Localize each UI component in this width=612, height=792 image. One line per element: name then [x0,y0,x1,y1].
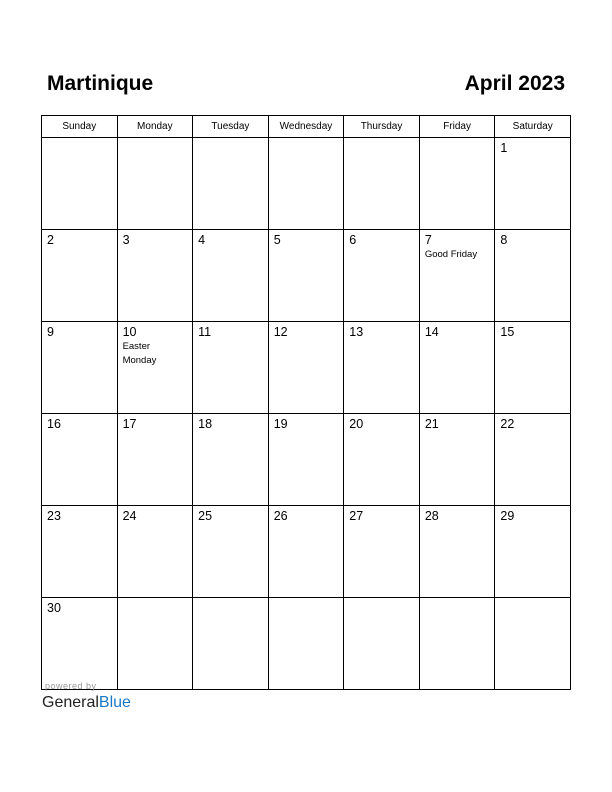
week-row-5 [42,506,571,598]
weekday-header-friday: Friday [419,116,495,138]
day-cell [419,230,495,322]
day-cell [419,598,495,690]
day-cell [42,322,118,414]
week-row-1 [42,138,571,230]
day-cell [193,322,269,414]
day-cell [344,506,420,598]
brand-general-text: General [42,694,99,711]
holiday-label: Good Friday [424,249,478,260]
day-cell [117,598,193,690]
day-cell [42,230,118,322]
day-cell [344,230,420,322]
day-number: 3 [122,233,130,247]
week-row-2 [42,230,571,322]
week-row-4 [42,414,571,506]
day-cell [495,598,571,690]
day-number: 18 [198,417,213,431]
day-number: 14 [424,325,439,339]
week-row-3 [42,322,571,414]
weekday-header-tuesday: Tuesday [193,116,269,138]
day-cell [495,414,571,506]
day-cell [268,230,344,322]
day-number: 7 [424,233,432,247]
day-cell [193,230,269,322]
day-number: 6 [349,233,357,247]
week-row-6 [42,598,571,690]
day-number: 26 [273,509,288,523]
day-cell [193,138,269,230]
day-number: 24 [122,509,137,523]
weekday-header-wednesday: Wednesday [268,116,344,138]
day-cell [419,322,495,414]
region-title: Martinique [47,72,154,95]
weekday-header-sunday: Sunday [42,116,118,138]
day-number: 8 [500,233,508,247]
day-number: 17 [122,417,137,431]
day-cell [193,598,269,690]
day-number: 20 [349,417,364,431]
powered-by-text: powered by [45,681,97,691]
day-number: 12 [273,325,288,339]
day-cell [495,506,571,598]
day-number: 23 [47,509,61,523]
weekday-header-monday: Monday [117,116,193,138]
day-number: 29 [500,509,515,523]
generalblue-footer-logo[interactable] [42,681,182,715]
day-cell [495,322,571,414]
day-cell [268,506,344,598]
day-cell [268,414,344,506]
day-cell [42,138,118,230]
day-number: 30 [47,601,61,615]
day-number: 27 [349,509,364,523]
weekday-header-saturday: Saturday [495,116,571,138]
day-number: 9 [47,325,54,339]
day-number: 19 [273,417,288,431]
day-cell [42,598,118,690]
day-cell [42,506,118,598]
day-number: 15 [500,325,515,339]
day-number: 1 [500,141,508,155]
day-number: 2 [47,233,54,247]
day-cell [344,598,420,690]
day-cell [193,414,269,506]
day-cell [117,414,193,506]
day-cell [117,506,193,598]
day-cell [344,138,420,230]
day-cell [117,230,193,322]
day-number: 13 [349,325,364,339]
day-number: 16 [47,417,61,431]
day-cell [419,138,495,230]
month-calendar-grid [41,115,571,690]
day-cell [117,138,193,230]
day-cell [495,138,571,230]
day-cell [42,414,118,506]
day-cell [268,322,344,414]
day-number: 25 [198,509,213,523]
day-cell [193,506,269,598]
month-year-title: April 2023 [464,72,565,95]
day-cell [495,230,571,322]
day-cell [344,414,420,506]
day-number: 5 [273,233,281,247]
day-number: 21 [424,417,439,431]
calendar-header [47,70,565,98]
day-number: 10 [122,325,137,339]
weekday-header-thursday: Thursday [344,116,420,138]
day-number: 4 [198,233,206,247]
generalblue-logo[interactable] [42,694,131,712]
brand-blue-text: Blue [98,694,131,711]
holiday-label: Easter Monday [122,341,157,366]
day-cell [419,506,495,598]
day-cell [117,322,193,414]
day-cell [268,138,344,230]
day-number: 11 [198,325,212,339]
day-number: 28 [424,509,439,523]
day-cell [268,598,344,690]
day-cell [344,322,420,414]
day-number: 22 [500,417,515,431]
weekday-header-row [42,116,571,138]
day-cell [419,414,495,506]
